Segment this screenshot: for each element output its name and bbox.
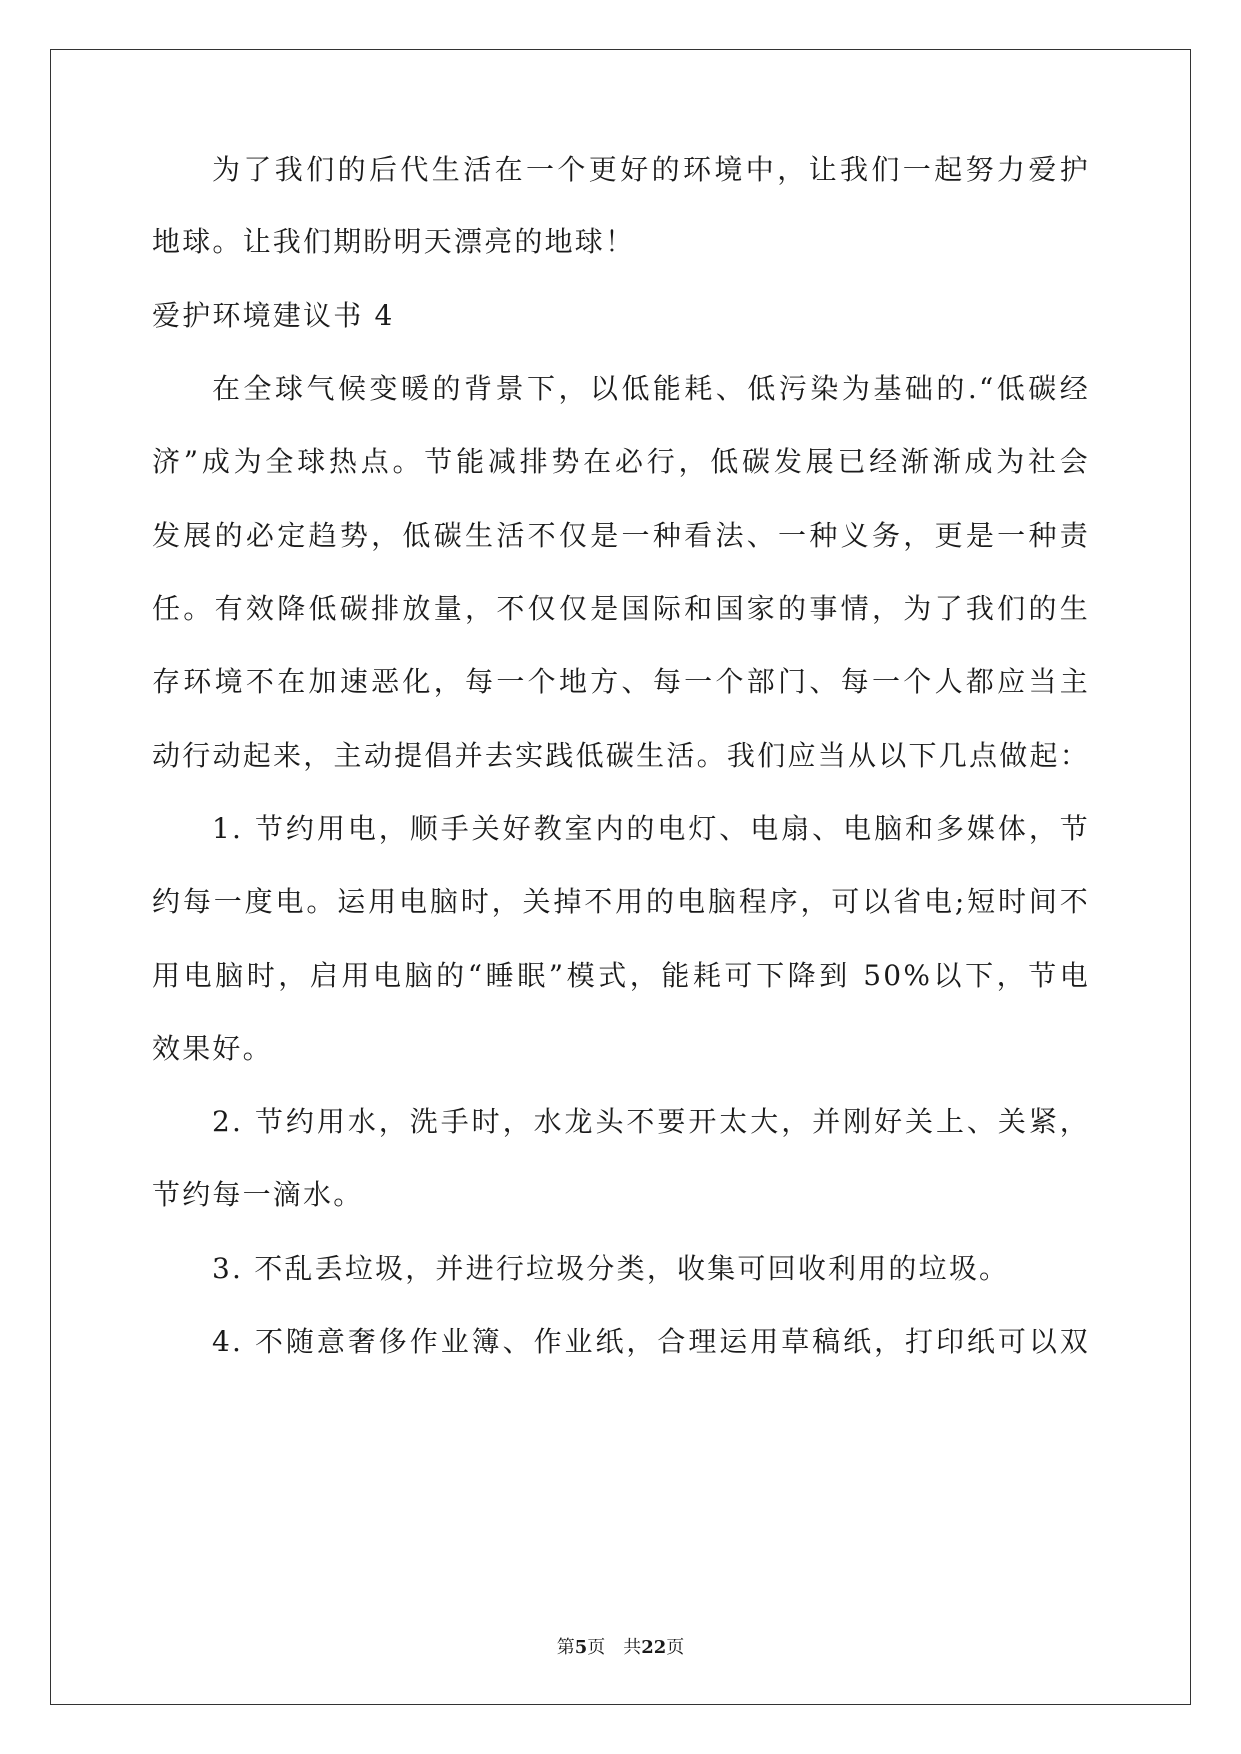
list-item-line: 3. 不乱丢垃圾，并进行垃圾分类，收集可回收利用的垃圾。 — [212, 1252, 1010, 1285]
paragraph-line: 地球。让我们期盼明天漂亮的地球！ — [152, 225, 636, 258]
section-heading: 爱护环境建议书 4 — [152, 299, 395, 332]
list-item-line: 4. 不随意奢侈作业簿、作业纸，合理运用草稿纸，打印纸可以双 — [212, 1325, 1090, 1358]
footer-prefix: 第 — [556, 1637, 575, 1658]
paragraph-line: 为了我们的后代生活在一个更好的环境中，让我们一起努力爱护 — [212, 153, 1090, 186]
current-page-number: 5 — [574, 1637, 588, 1658]
paragraph-line: 任。有效降低碳排放量，不仅仅是国际和国家的事情，为了我们的生 — [152, 592, 1090, 625]
list-item-line: 效果好。 — [152, 1032, 273, 1065]
footer-suffix: 页 — [666, 1637, 685, 1658]
list-item-line: 用电脑时，启用电脑的“睡眠”模式，能耗可下降到 50%以下，节电 — [152, 959, 1090, 992]
paragraph-line: 存环境不在加速恶化，每一个地方、每一个部门、每一个人都应当主 — [152, 665, 1090, 698]
footer-middle: 页 共 — [587, 1637, 642, 1658]
list-item-line: 2. 节约用水，洗手时，水龙头不要开太大，并刚好关上、关紧， — [212, 1105, 1090, 1138]
list-item-line: 节约每一滴水。 — [152, 1178, 364, 1211]
paragraph-line: 动行动起来，主动提倡并去实践低碳生活。我们应当从以下几点做起： — [152, 739, 1090, 772]
total-page-number: 22 — [641, 1637, 667, 1658]
page-number-footer — [0, 1636, 1241, 1660]
paragraph-line: 发展的必定趋势，低碳生活不仅是一种看法、一种义务，更是一种责 — [152, 519, 1090, 552]
list-item-line: 1. 节约用电，顺手关好教室内的电灯、电扇、电脑和多媒体，节 — [212, 812, 1090, 845]
list-item-line: 约每一度电。运用电脑时，关掉不用的电脑程序，可以省电;短时间不 — [152, 885, 1090, 918]
paragraph-line: 在全球气候变暖的背景下，以低能耗、低污染为基础的.“低碳经 — [212, 372, 1090, 405]
paragraph-line: 济”成为全球热点。节能减排势在必行，低碳发展已经渐渐成为社会 — [152, 445, 1090, 478]
